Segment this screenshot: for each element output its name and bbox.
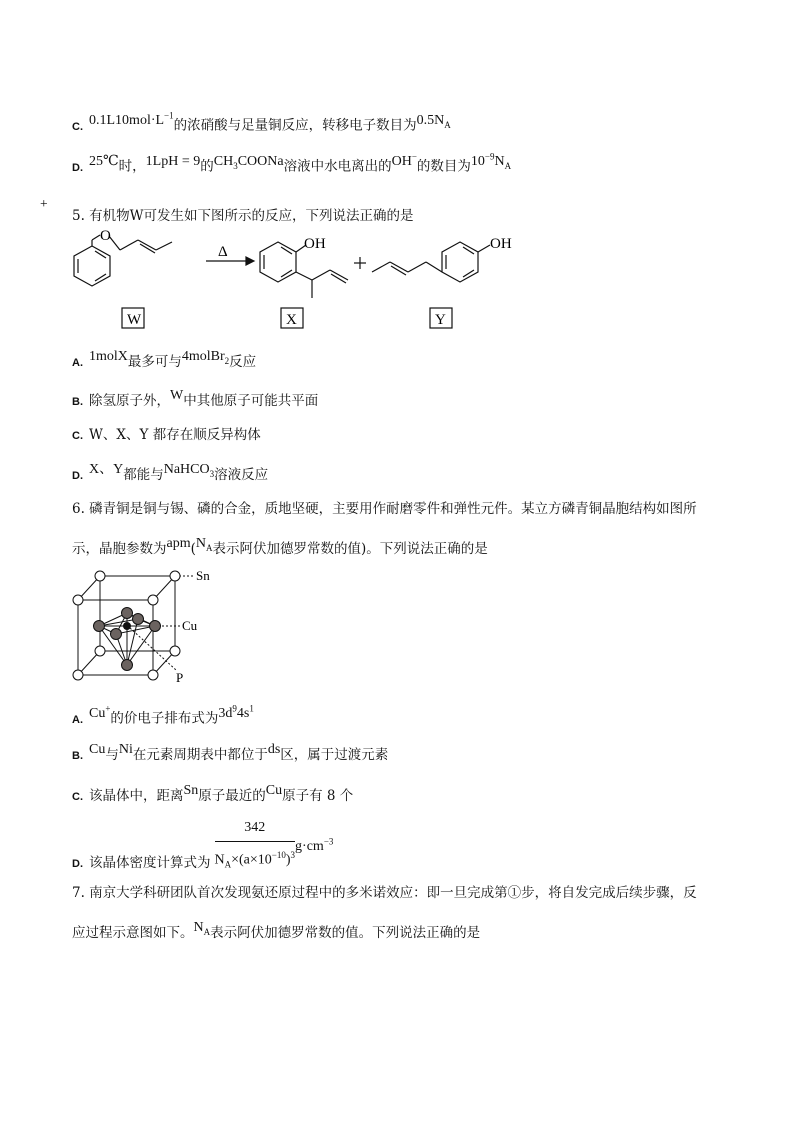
- math: Cu+: [89, 703, 111, 721]
- math: $0.1L10mol\cdot L^{-1}$: [89, 110, 174, 128]
- option-label: C.: [72, 430, 83, 442]
- sn-label: Sn: [196, 568, 210, 583]
- q6-crystal-cell-figure: [66, 564, 226, 688]
- option-text: 反应: [229, 354, 257, 370]
- option-text: 中其他原子可能共平面: [183, 393, 319, 409]
- option-text: W、X、Y 都存在顺反异构体: [89, 427, 261, 443]
- option-text: 的价电子排布式为: [110, 710, 219, 727]
- math: $10^{-9}N_A$: [470, 151, 512, 171]
- density-unit: $g\cdot cm^{-3}$: [295, 836, 334, 854]
- option-text: 与: [105, 747, 119, 763]
- density-fraction: [215, 817, 296, 875]
- option-label: B.: [72, 396, 83, 408]
- plus-sign: +: [40, 196, 48, 211]
- math: Ni: [118, 742, 133, 757]
- option-text: 溶液反应: [214, 467, 269, 483]
- q6-option-b: [72, 742, 389, 765]
- math: X、Y: [89, 462, 124, 477]
- label-x: X: [286, 312, 297, 328]
- option-text: 原子有 8 个: [282, 788, 354, 804]
- q5-option-d: [72, 462, 269, 489]
- q4-option-c: [72, 112, 451, 139]
- math: W: [170, 388, 184, 403]
- q6-stem-line2: 示，晶胞参数为$apm(N_A$表示阿伏加德罗常数的值)。下列说法正确的是: [72, 536, 488, 557]
- oh-group-y: OH: [490, 236, 512, 252]
- fraction-denominator: $N_A\times(a\times 10^{-10})^3$: [214, 850, 296, 870]
- option-label: A.: [72, 357, 83, 369]
- math: NaHCO$_3$: [163, 462, 215, 479]
- label-w: W: [127, 312, 142, 328]
- option-text: 时，: [118, 158, 146, 175]
- option-text: 区，属于过渡元素: [280, 747, 389, 763]
- math: $0.5N_A$: [416, 112, 451, 130]
- option-text: 都能与: [123, 467, 164, 483]
- option-text: 该晶体中，距离: [89, 788, 184, 804]
- q5-stem: 5. 有机物W可发生如下图所示的反应，下列说法正确的是: [72, 208, 414, 224]
- q7-stem-line1: 7. 南京大学科研团队首次发现氨还原过程中的多米诺效应：即一旦完成第①步，将自发完成后续步骤，反: [72, 885, 697, 901]
- option-label: D.: [72, 858, 83, 871]
- option-label: D.: [72, 161, 83, 174]
- oh-group-x: OH: [304, 236, 326, 252]
- math: 4molBr$_2$: [181, 349, 230, 366]
- q7-stem-line2: 应过程示意图如下。$N_A$表示阿伏加德罗常数的值。下列说法正确的是: [72, 920, 481, 941]
- option-label: D.: [72, 470, 83, 482]
- option-label: A.: [72, 713, 83, 726]
- option-text: 的: [200, 158, 214, 175]
- option-text: 的数目为: [416, 158, 471, 175]
- math: 1LpH = 9: [145, 153, 201, 169]
- p-label: P: [176, 670, 184, 685]
- option-text: 在元素周期表中都位于: [132, 747, 268, 763]
- q5-option-b: [72, 388, 319, 411]
- q5-option-a: [72, 349, 257, 376]
- math: $CH_3COONa$: [213, 153, 284, 171]
- q6-stem-line1: 6. 磷青铜是铜与锡、磷的合金，质地坚硬，主要用作耐磨零件和弹性元件。某立方磷青铜晶胞结构如图所: [72, 501, 697, 517]
- q6-option-c: [72, 783, 354, 806]
- math: 25℃: [89, 153, 119, 169]
- option-text: 的浓硝酸与足量铜反应，转移电子数目为: [173, 117, 417, 134]
- option-label: C.: [72, 791, 83, 803]
- math: Cu: [265, 783, 283, 798]
- math: $3d^94s^1$: [218, 703, 254, 721]
- math: OH−: [391, 151, 417, 169]
- option-label: B.: [72, 750, 83, 762]
- option-text: 溶液中水电离出的: [283, 158, 392, 175]
- fraction-numerator: 342: [215, 817, 296, 842]
- option-text: 除氢原子外，: [89, 393, 170, 409]
- math: Sn: [183, 783, 199, 798]
- q6-option-a: [72, 705, 254, 729]
- option-text: 最多可与: [127, 354, 182, 370]
- q6-option-d: [72, 817, 333, 875]
- option-text: 该晶体密度计算式为: [89, 855, 211, 872]
- math: Cu: [89, 742, 106, 757]
- option-label: C.: [72, 120, 83, 133]
- cu-label: Cu: [182, 618, 198, 633]
- math: ds: [267, 742, 281, 757]
- math: 1molX: [89, 349, 128, 364]
- heat-symbol: Δ: [218, 244, 228, 260]
- option-text: 原子最近的: [198, 788, 266, 804]
- label-y: Y: [435, 312, 446, 328]
- oxygen-atom: O: [100, 228, 111, 244]
- q4-option-d: [72, 153, 511, 180]
- q5-option-c: [72, 426, 261, 445]
